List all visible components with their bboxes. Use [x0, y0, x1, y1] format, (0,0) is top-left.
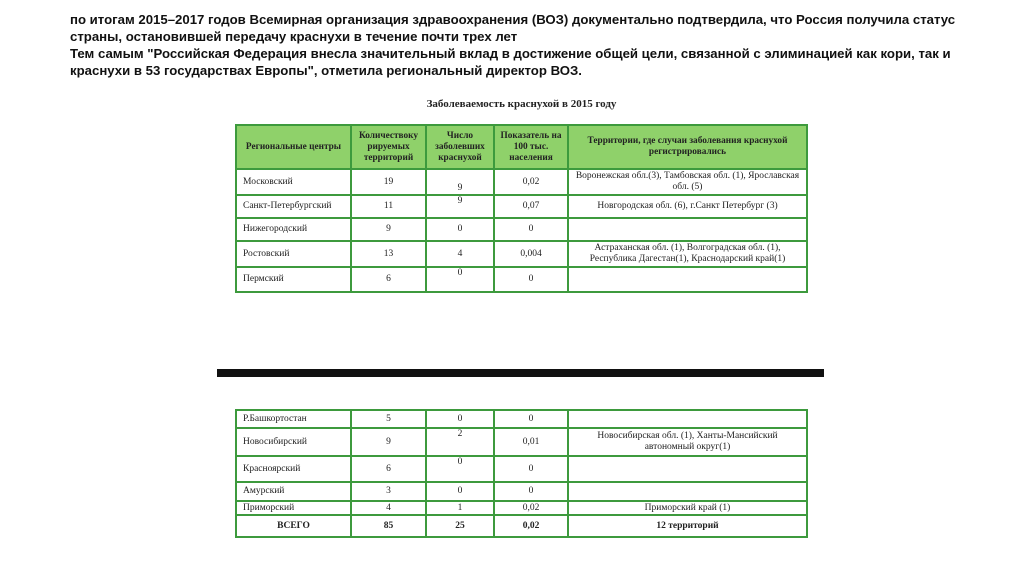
- cell-center: Амурский: [236, 482, 351, 501]
- cell-center: Р.Башкортостан: [236, 410, 351, 428]
- cell-territories: Астраханская обл. (1), Волгоградская обл. (1), Республика Дагестан(1), Краснодарский край(1): [568, 241, 807, 267]
- cell-total-rate: 0,02: [494, 515, 568, 537]
- table-row: [236, 195, 807, 218]
- table-row: [236, 241, 807, 267]
- cell-cases: 0: [426, 456, 494, 482]
- cell-total-cases: 25: [426, 515, 494, 537]
- cell-cases: 1: [426, 501, 494, 515]
- cell-territories: Воронежская обл.(3), Тамбовская обл. (1), Ярославская обл. (5): [568, 169, 807, 195]
- cell-rate: 0,02: [494, 501, 568, 515]
- cell-count: 9: [351, 218, 426, 241]
- cell-cases: 0: [426, 410, 494, 428]
- cell-center: Новосибирский: [236, 428, 351, 456]
- table-row: [236, 482, 807, 501]
- cell-territories: [568, 218, 807, 241]
- cell-center: Нижегородский: [236, 218, 351, 241]
- total-row: [236, 515, 807, 537]
- cell-rate: 0,01: [494, 428, 568, 456]
- incidence-table-part-2: [235, 409, 808, 538]
- cell-count: 13: [351, 241, 426, 267]
- cell-total-territories: 12 территорий: [568, 515, 807, 537]
- table-row: [236, 169, 807, 195]
- cell-rate: 0,07: [494, 195, 568, 218]
- cell-cases: 0: [426, 218, 494, 241]
- cell-cases: 9: [426, 195, 494, 218]
- cell-center: Санкт-Петербургский: [236, 195, 351, 218]
- cell-count: 4: [351, 501, 426, 515]
- header-affected-territories: Территории, где случаи заболевания краснухой регистрировались: [568, 125, 807, 169]
- cell-territories: [568, 482, 807, 501]
- incidence-table-part-1: [235, 124, 808, 293]
- cell-rate: 0: [494, 267, 568, 292]
- table-header-row: [236, 125, 807, 169]
- intro-paragraph-2: Тем самым "Российская Федерация внесла значительный вклад в достижение общей цели, связанной с элиминацией как кори, так и краснухи в 53 государствах Европы", отметила региональный директор ВОЗ.: [70, 46, 951, 78]
- cell-cases: 0: [426, 267, 494, 292]
- cell-rate: 0: [494, 456, 568, 482]
- cell-center: Пермский: [236, 267, 351, 292]
- cell-rate: 0: [494, 410, 568, 428]
- cell-territories: [568, 410, 807, 428]
- cell-total-label: ВСЕГО: [236, 515, 351, 537]
- table-row: [236, 456, 807, 482]
- divider-bar: [217, 369, 824, 377]
- cell-territories: [568, 267, 807, 292]
- cell-count: 3: [351, 482, 426, 501]
- cell-territories: Приморский край (1): [568, 501, 807, 515]
- cell-center: Красноярский: [236, 456, 351, 482]
- header-cases: Число заболевших краснухой: [426, 125, 494, 169]
- cell-count: 6: [351, 456, 426, 482]
- cell-rate: 0,02: [494, 169, 568, 195]
- cell-rate: 0: [494, 218, 568, 241]
- cell-territories: Новгородская обл. (6), г.Санкт Петербург (3): [568, 195, 807, 218]
- cell-rate: 0,004: [494, 241, 568, 267]
- cell-rate: 0: [494, 482, 568, 501]
- cell-count: 11: [351, 195, 426, 218]
- cell-center: Приморский: [236, 501, 351, 515]
- cell-territories: [568, 456, 807, 482]
- table-caption: Заболеваемость краснухой в 2015 году: [426, 98, 617, 110]
- cell-center: Ростовский: [236, 241, 351, 267]
- header-rate: Показатель на 100 тыс. населения: [494, 125, 568, 169]
- table-row: [236, 410, 807, 428]
- cell-count: 9: [351, 428, 426, 456]
- cell-total-count: 85: [351, 515, 426, 537]
- table-row: [236, 218, 807, 241]
- cell-count: 19: [351, 169, 426, 195]
- cell-count: 6: [351, 267, 426, 292]
- cell-cases: 4: [426, 241, 494, 267]
- table-row: [236, 428, 807, 456]
- cell-center: Московский: [236, 169, 351, 195]
- intro-paragraph-1: по итогам 2015–2017 годов Всемирная организация здравоохранения (ВОЗ) документально подтвердила, что Россия получила статус страны, остановившей передачу краснухи в течение почти трех лет: [70, 12, 956, 44]
- intro-text: [70, 11, 1000, 79]
- cell-territories: Новосибирская обл. (1), Ханты-Мансийский автономный округ(1): [568, 428, 807, 456]
- table-row: [236, 501, 807, 515]
- cell-cases: 9: [426, 169, 494, 195]
- header-regional-centers: Региональные центры: [236, 125, 351, 169]
- cell-cases: 2: [426, 428, 494, 456]
- table-row: [236, 267, 807, 292]
- cell-count: 5: [351, 410, 426, 428]
- header-territories-count: Количествоку рируемых территорий: [351, 125, 426, 169]
- cell-cases: 0: [426, 482, 494, 501]
